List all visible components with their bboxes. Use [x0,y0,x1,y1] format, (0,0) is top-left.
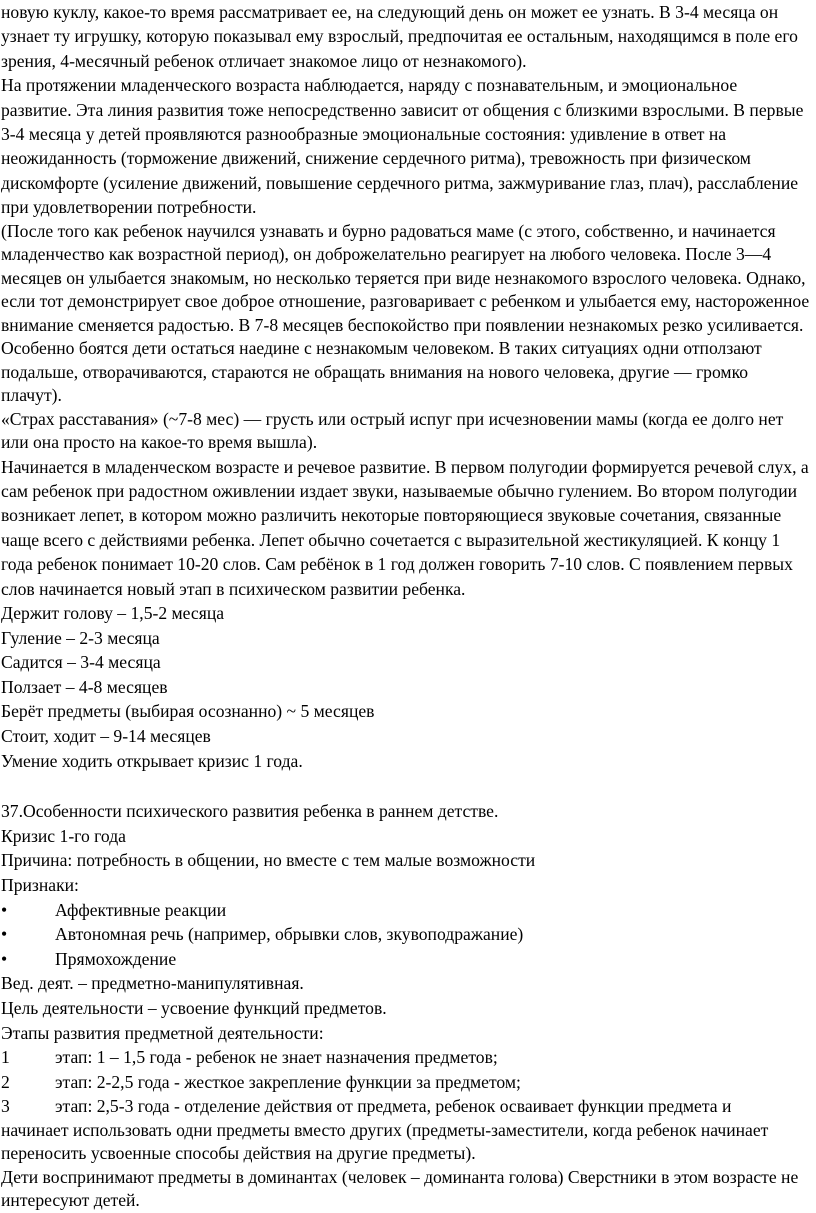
stage-number: 3 [1,1096,10,1117]
bullet-marker: • [1,924,8,945]
crisis-title: Кризис 1-го года [1,825,126,846]
milestone-item: Берёт предметы (выбирая осознанно) ~ 5 месяцев [1,701,375,722]
bullet-marker: • [1,948,8,969]
milestone-item: Гуление – 2-3 месяца [1,627,160,648]
stage-number: 2 [1,1071,10,1092]
milestone-item: Умение ходить открывает кризис 1 года. [1,750,303,771]
milestone-item: Ползает – 4-8 месяцев [1,676,168,697]
stage-item [1,1045,812,1070]
stage-text: этап: 2,5-3 года - отделение действия от предмета, ребенок осваивает функции предмета и [55,1096,732,1117]
bullet-marker: • [1,899,8,920]
milestones-list [1,601,812,773]
section-heading: 37.Особенности психического развития ребенка в раннем детстве. [1,801,499,822]
stage-3-continuation: начинает использовать одни предметы вместо других (предметы-заместители, когда ребенок начинает переносить усвоенные способы действия на другие предметы). [1,1119,769,1164]
sign-bullet-item [1,922,812,947]
sign-text: Аффективные реакции [55,899,227,920]
stage-number: 1 [1,1047,10,1068]
stage-item [1,1070,812,1095]
stage-text: этап: 2-2,5 года - жесткое закрепление функции за предметом; [55,1071,521,1092]
signs-label: Признаки: [1,875,79,896]
activity-goal: Цель деятельности – усвоение функций предметов. [1,998,387,1018]
stage-item [1,1094,812,1119]
milestone-item: Держит голову – 1,5-2 месяца [1,603,225,624]
paragraph-emotional-development: На протяжении младенческого возраста наблюдается, наряду с познавательным, и эмоциональное развитие. Эта линия развития тоже непосредственно зависит от общения с близкими взрослыми. В первые 3-4 месяца у детей проявляются разнообразные эмоциональные состояния: удивление в ответ на неожиданность (торможение движений, снижение сердечного ритма), тревожность при физическом дискомфорте (усиление движений, повышение сердечного ритма, зажмуривание глаз, плач), расслабление при удовлетворении потребности. [1,75,804,218]
blank-line [1,773,812,799]
sign-text: Автономная речь (например, обрывки слов, зкувоподражание) [55,924,524,945]
section-37 [1,799,812,1213]
milestone-item: Садится – 3-4 месяца [1,652,161,673]
crisis-cause: Причина: потребность в общении, но вместе с тем малые возможности [1,850,536,871]
stages-label: Этапы развития предметной деятельности: [1,1022,324,1043]
sign-bullet-item [1,898,812,923]
paragraph-reaction-to-strangers: (После того как ребенок научился узнавать и бурно радоваться маме (с этого, собственно, и начинается младенчество как возрастной период), он доброжелательно реагирует на любого человека. После 3—4 месяцев он улыбается знакомым, но несколько теряется при виде незнакомого взрослого человека. Однако, если тот демонстрирует свое доброе отношение, разговаривает с ребенком и улыбается ему, настороженное внимание сменяется радостью. В 7-8 месяцев беспокойство при появлении незнакомых резко усиливается. Особенно боятся дети остаться наедине с незнакомым человеком. В таких ситуациях одни отползают подальше, отворачиваются, стараются не обращать внимания на нового человека, другие — громко плачут). [1,220,810,406]
sign-bullet-item [1,947,812,972]
paragraph-speech-development: Начинается в младенческом возрасте и речевое развитие. В первом полугодии формируется речевой слух, а сам ребенок при радостном оживлении издает звуки, называемые обычно гулением. Во втором полугодии возникает лепет, в котором можно различить некоторые повторяющиеся звуковые сочетания, связанные чаще всего с действиями ребенка. Лепет обычно сочетается с выразительной жестикуляцией. К концу 1 года ребенок понимает 10-20 слов. Сам ребёнок в 1 год должен говорить 7-10 слов. С появлением первых слов начинается новый этап в психическом развитии ребенка. [1,456,809,599]
paragraph-separation-anxiety: «Страх расставания» (~7-8 мес) — грусть или острый испуг при исчезновении мамы (когда ее долго нет или она просто на какое-то время вышла). [1,408,784,453]
paragraph-object-recognition: новую куклу, какое-то время рассматривает ее, на следующий день он может ее узнать. В 3-4 месяца он узнает ту игрушку, которую показывал ему взрослый, предпочитая ее остальным, находящимся в поле его зрения, 4-месячный ребенок отличает знакомое лицо от незнакомого). [1,2,798,71]
milestone-item: Стоит, ходит – 9-14 месяцев [1,726,211,747]
paragraph-dominants: Дети воспринимают предметы в доминантах (человек – доминанта голова) Сверстники в этом возрасте не интересуют детей. [1,1166,799,1211]
leading-activity: Вед. деят. – предметно-манипулятивная. [1,973,304,994]
stage-text: этап: 1 – 1,5 года - ребенок не знает назначения предметов; [55,1047,498,1068]
sign-text: Прямохождение [55,948,177,969]
